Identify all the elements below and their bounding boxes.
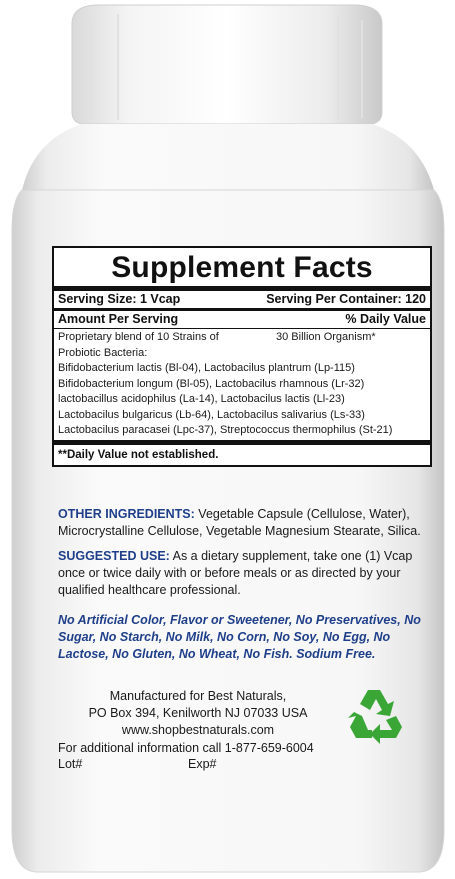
recycle-icon [346,686,406,744]
blend-name: Proprietary blend of 10 Strains of Probiotic Bacteria: [58,331,219,359]
strain-line: Bifidobacterium longum (Bl-05), Lactobacilus rhamnous (Lr-32) [58,377,365,390]
manufacturer-address: PO Box 394, Kenilworth NJ 07033 USA [88,706,308,720]
other-ingredients-text: Vegetable Capsule (Cellulose, Water), Microcrystalline Cellulose, Vegetable Magnesium Stearate, Silica. [58,507,421,538]
ingredients-list [54,329,430,440]
free-from-statement: No Artificial Color, Flavor or Sweetener, No Preservatives, No Sugar, No Starch, No Milk, No Corn, No Soy, No Egg, No Lactose, No Gluten, No Wheat, No Fish. Sodium Free. [58,613,421,661]
serving-row [54,291,430,308]
daily-value-footnote: **Daily Value not established. [58,448,219,461]
lot-exp-row [58,757,358,771]
daily-value-header: % Daily Value [345,312,426,326]
amount-row [54,311,430,328]
supplement-facts-title: Supplement Facts [111,251,373,284]
strain-line: Bifidobacterium lactis (Bl-04), Lactobacilus plantrum (Lp-115) [58,362,355,374]
amount-per-serving: Amount Per Serving [58,312,179,326]
other-ingredients-heading: OTHER INGREDIENTS: [58,507,195,521]
strain-line: lactobacillus acidophilus (La-14), Lactobacilus lactis (Ll-23) [58,393,345,405]
exp-label: Exp# [188,757,217,771]
suggested-use-heading: SUGGESTED USE: [58,549,170,563]
servings-per-container: Serving Per Container: 120 [266,292,426,306]
serving-size: Serving Size: 1 Vcap [58,292,181,306]
suggested-use-text: As a dietary supplement, take one (1) Vcap once or twice daily with or before meals or as directed by your qualified healthcare professional. [58,549,413,597]
bottle-shoulder [22,124,434,190]
contact-line: For additional information call 1-877-659-6004 [58,741,314,755]
lot-label: Lot# [58,757,83,771]
strain-line: Lactobacilus bulgaricus (Lb-64), Lactobacilus salivarius (Ls-33) [58,408,365,421]
manufacturer-website: www.shopbestnaturals.com [121,723,275,737]
strain-line: Lactobacilus paracasei (Lpc-37), Streptococcus thermophilus (St-21) [58,424,393,436]
manufacturer-block [58,688,338,739]
supplement-facts-panel [52,246,432,467]
manufacturer-name: Manufactured for Best Naturals, [109,689,287,703]
other-ingredients [58,506,436,540]
blend-amount: 30 Billion Organism* [276,331,376,343]
suggested-use [58,548,436,599]
